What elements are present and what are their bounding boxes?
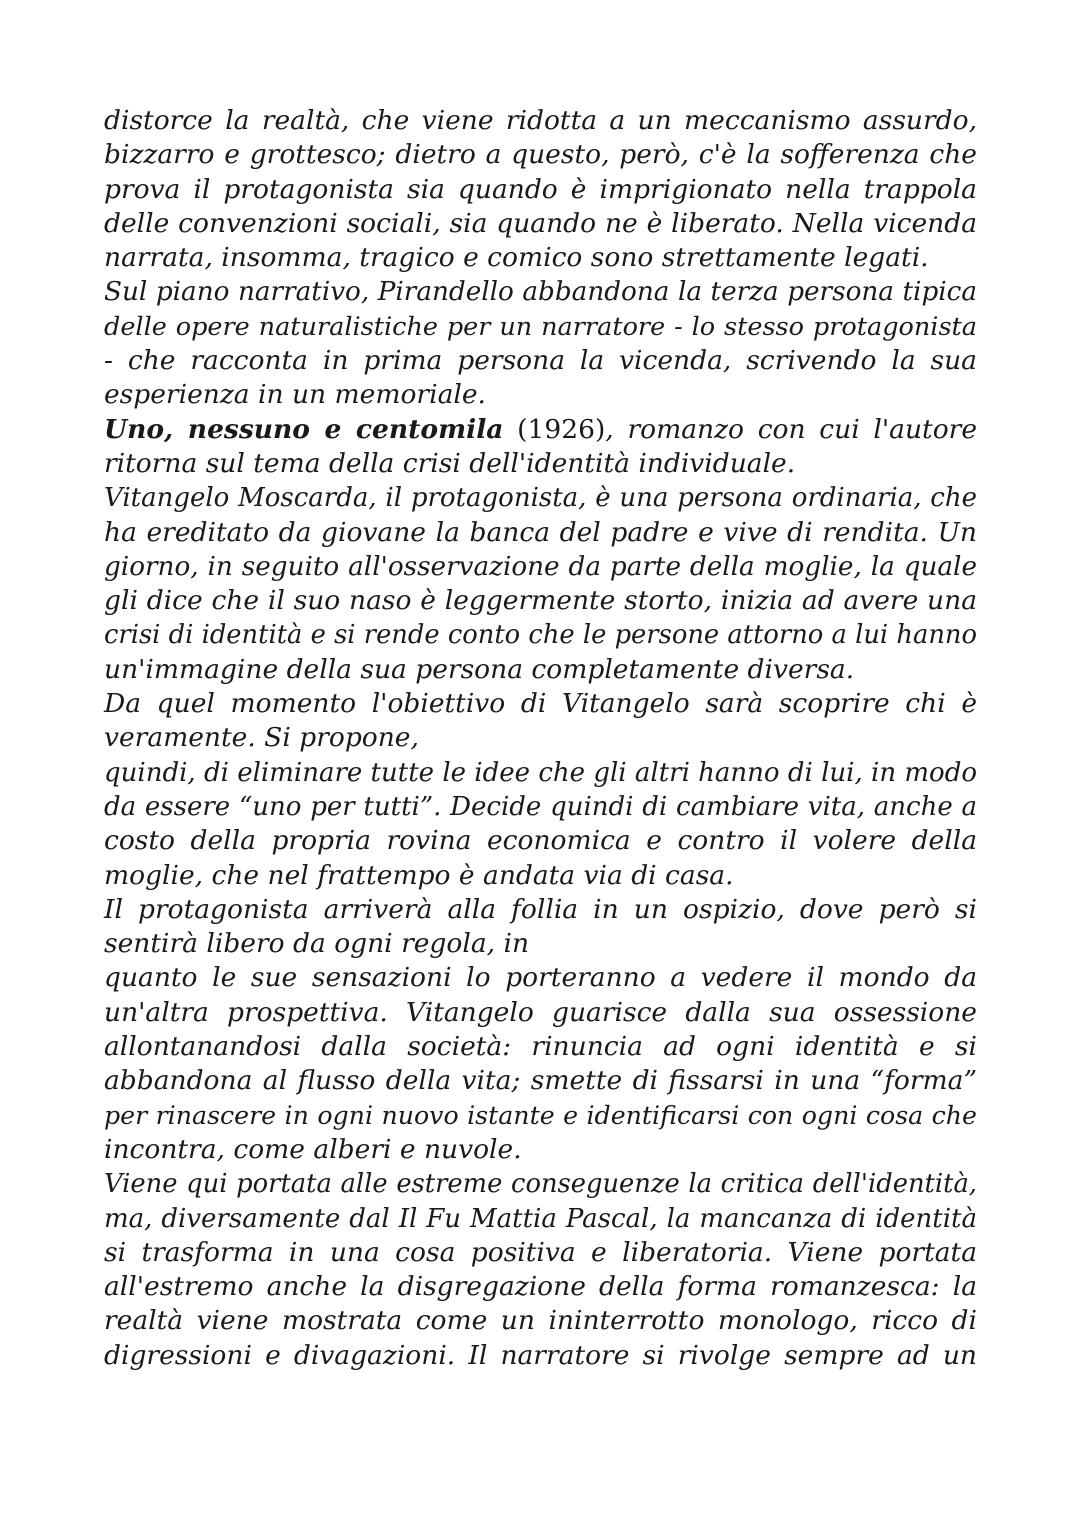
document-page	[104, 104, 977, 1373]
text-line: Viene qui portata alle estreme conseguenze la critica dell'identità,	[104, 1169, 977, 1200]
text-line: prova il protagonista sia quando è imprigionato nella trappola	[104, 173, 977, 205]
text-line: digressioni e divagazioni. Il narratore si rivolge sempre ad un	[104, 1339, 977, 1371]
text-line: sentirà libero da ogni regola, in	[104, 928, 530, 960]
text-line: giorno, in seguito all'osservazione da parte della moglie, la quale	[104, 551, 977, 582]
text-line: incontra, come alberi e nuvole.	[104, 1133, 522, 1165]
text-line: crisi di identità e si rende conto che le persone attorno a lui hanno	[104, 620, 977, 651]
text-line: Vitangelo Moscarda, il protagonista, è una persona ordinaria, che	[104, 483, 977, 514]
text-line: - che racconta in prima persona la vicenda, scrivendo la sua	[104, 345, 977, 377]
text-line: esperienza in un memoriale.	[104, 379, 486, 411]
text-line: quindi, di eliminare tutte le idee che gli altri hanno di lui, in modo	[104, 757, 977, 788]
text-line: ma, diversamente dal Il Fu Mattia Pascal, la mancanza di identità	[104, 1203, 977, 1234]
text-line: da essere “uno per tutti”. Decide quindi di cambiare vita, anche a	[104, 791, 977, 822]
text-line: un'immagine della sua persona completamente diversa.	[104, 653, 855, 685]
text-line: si trasforma in una cosa positiva e liberatoria. Viene portata	[104, 1236, 977, 1268]
text-line: per rinascere in ogni nuovo istante e identificarsi con ogni cosa che	[104, 1100, 977, 1130]
text-line: Sul piano narrativo, Pirandello abbandona la terza persona tipica	[104, 277, 977, 308]
text-line: bizzarro e grottesco; dietro a questo, però, c'è la sofferenza che	[104, 139, 977, 171]
text-line: ritorna sul tema della crisi dell'identità individuale.	[104, 447, 796, 479]
text-line: un'altra prospettiva. Vitangelo guarisce dalla sua ossessione	[104, 996, 977, 1028]
text-line	[104, 413, 977, 447]
text-line: narrata, insomma, tragico e comico sono strettamente legati.	[104, 242, 929, 274]
text-line: delle opere naturalistiche per un narratore - lo stesso protagonista	[104, 311, 977, 342]
text-line: abbandona al flusso della vita; smette di fissarsi in una “forma”	[104, 1065, 977, 1097]
text-line: ha ereditato da giovane la banca del padre e vive di rendita. Un	[104, 516, 977, 548]
text-line: gli dice che il suo naso è leggermente storto, inizia ad avere una	[104, 585, 977, 617]
text-line: quanto le sue sensazioni lo porteranno a vedere il mondo da	[104, 962, 977, 994]
text-line: allontanandosi dalla società: rinuncia ad ogni identità e si	[104, 1031, 977, 1063]
publication-year: (1926)	[503, 413, 606, 445]
text-line: moglie, che nel frattempo è andata via di casa.	[104, 859, 734, 891]
text-line: Da quel momento l'obiettivo di Vitangelo sarà scoprire chi è	[104, 688, 977, 720]
text-line: distorce la realtà, che viene ridotta a un meccanismo assurdo,	[104, 105, 977, 136]
text-line: all'estremo anche la disgregazione della forma romanzesca: la	[104, 1271, 977, 1303]
text-line: realtà viene mostrata come un ininterrotto monologo, ricco di	[104, 1305, 977, 1337]
text-line: veramente. Si propone,	[104, 722, 419, 754]
text-line: delle convenzioni sociali, sia quando ne è liberato. Nella vicenda	[104, 207, 977, 239]
line-text: , romanzo con cui l'autore	[605, 413, 978, 445]
text-line: costo della propria rovina economica e contro il volere della	[104, 825, 977, 857]
text-line: Il protagonista arriverà alla follia in un ospizio, dove però si	[104, 893, 977, 925]
book-title: Uno, nessuno e centomila	[104, 413, 504, 445]
